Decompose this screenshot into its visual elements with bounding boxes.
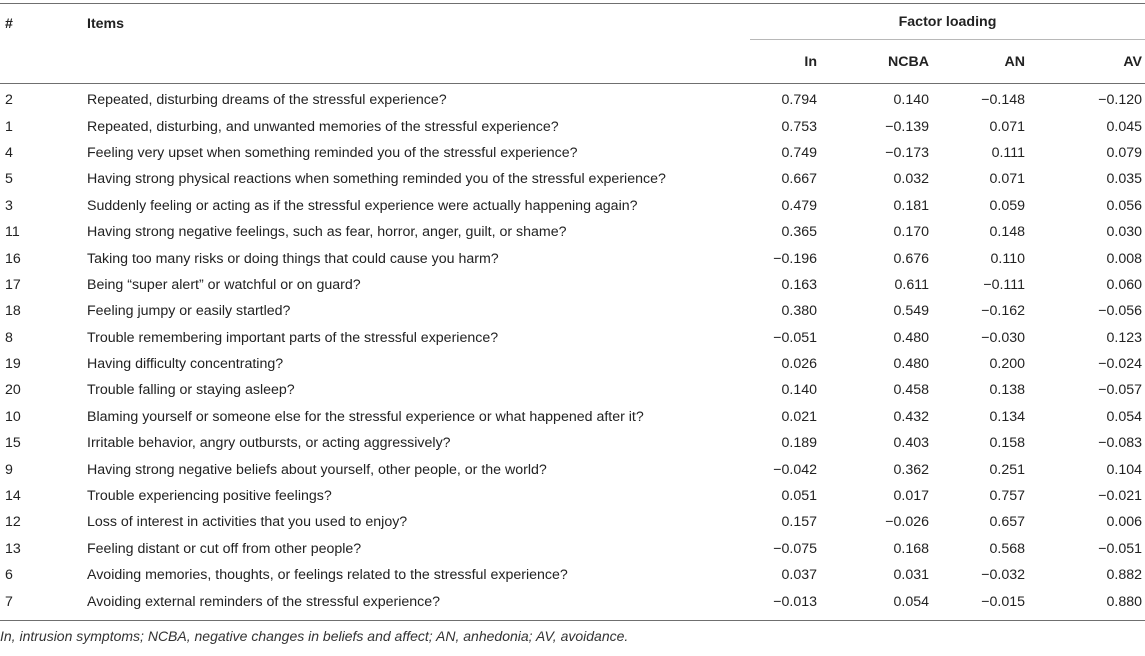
row-value-ncba: −0.173 — [885, 144, 929, 161]
table-row — [0, 562, 1145, 588]
row-value-ncba: 0.168 — [893, 540, 929, 557]
row-value-in: 0.021 — [781, 408, 817, 425]
row-value-av: 0.880 — [1106, 593, 1142, 610]
row-value-av: −0.056 — [1098, 303, 1142, 320]
row-item-text: Feeling jumpy or easily startled? — [87, 303, 291, 320]
table-row — [0, 404, 1145, 430]
row-value-av: −0.120 — [1098, 92, 1142, 109]
table-row — [0, 588, 1145, 620]
row-value-in: 0.753 — [781, 118, 817, 135]
row-value-in: 0.157 — [781, 514, 817, 531]
row-value-an: 0.757 — [989, 488, 1025, 505]
row-value-in: −0.051 — [773, 329, 817, 346]
row-value-ncba: 0.032 — [893, 171, 929, 188]
row-value-ncba: 0.362 — [893, 461, 929, 478]
table-row — [0, 456, 1145, 482]
row-number: 6 — [5, 567, 13, 584]
row-value-an: 0.059 — [989, 197, 1025, 214]
row-value-an: 0.134 — [989, 408, 1025, 425]
table-row — [0, 430, 1145, 456]
row-value-ncba: 0.403 — [893, 435, 929, 452]
row-value-ncba: 0.432 — [893, 408, 929, 425]
row-item-text: Feeling distant or cut off from other people? — [87, 540, 362, 557]
row-value-av: 0.882 — [1106, 567, 1142, 584]
table-row — [0, 483, 1145, 509]
header-factor-loading: Factor loading — [750, 4, 1145, 40]
row-value-av: 0.054 — [1106, 408, 1142, 425]
row-item-text: Trouble experiencing positive feelings? — [87, 488, 332, 505]
row-value-in: 0.037 — [781, 567, 817, 584]
row-value-av: 0.006 — [1106, 514, 1142, 531]
row-value-in: 0.140 — [781, 382, 817, 399]
row-number: 11 — [5, 224, 20, 241]
table-row — [0, 298, 1145, 324]
row-number: 12 — [5, 514, 21, 531]
row-value-av: −0.051 — [1098, 540, 1142, 557]
factor-loading-table — [0, 3, 1145, 621]
row-item-text: Having difficulty concentrating? — [87, 356, 284, 373]
row-value-ncba: −0.026 — [885, 514, 929, 531]
row-value-an: −0.162 — [981, 303, 1025, 320]
row-value-in: −0.042 — [773, 461, 817, 478]
row-value-ncba: 0.031 — [893, 567, 929, 584]
header-col-an: AN — [1004, 53, 1025, 70]
row-value-ncba: 0.458 — [893, 382, 929, 399]
row-value-av: 0.030 — [1106, 224, 1142, 241]
row-number: 16 — [5, 250, 21, 267]
row-value-in: 0.051 — [781, 488, 817, 505]
row-item-text: Feeling very upset when something reminded you of the stressful experience? — [87, 144, 578, 161]
table-body — [0, 84, 1145, 621]
row-number: 4 — [5, 144, 13, 161]
table-row — [0, 219, 1145, 245]
table-row — [0, 84, 1145, 114]
row-item-text: Trouble remembering important parts of the stressful experience? — [87, 329, 499, 346]
table-row — [0, 113, 1145, 139]
row-value-an: 0.071 — [989, 171, 1025, 188]
table-row — [0, 351, 1145, 377]
table-footnote: In, intrusion symptoms; NCBA, negative changes in beliefs and affect; AN, anhedonia; AV, avoidance. — [0, 628, 629, 644]
row-item-text: Avoiding external reminders of the stressful experience? — [87, 593, 441, 610]
row-number: 9 — [5, 461, 13, 478]
table-row — [0, 377, 1145, 403]
row-value-av: 0.123 — [1106, 329, 1142, 346]
row-number: 13 — [5, 540, 21, 557]
row-value-ncba: 0.611 — [894, 276, 929, 293]
table-row — [0, 536, 1145, 562]
row-value-av: 0.008 — [1106, 250, 1142, 267]
row-value-av: 0.035 — [1106, 171, 1142, 188]
table-row — [0, 325, 1145, 351]
row-number: 7 — [5, 593, 13, 610]
row-value-an: 0.657 — [989, 514, 1025, 531]
row-item-text: Having strong negative feelings, such as fear, horror, anger, guilt, or shame? — [87, 224, 567, 241]
row-value-an: 0.110 — [990, 250, 1025, 267]
row-value-ncba: 0.480 — [893, 329, 929, 346]
header-row-1 — [0, 4, 1145, 40]
table-row — [0, 140, 1145, 166]
row-number: 17 — [5, 276, 21, 293]
row-value-an: 0.148 — [989, 224, 1025, 241]
row-value-av: −0.083 — [1098, 435, 1142, 452]
row-item-text: Taking too many risks or doing things that could cause you harm? — [87, 250, 499, 267]
row-value-ncba: 0.549 — [893, 303, 929, 320]
row-value-av: 0.056 — [1106, 197, 1142, 214]
row-number: 15 — [5, 435, 21, 452]
row-value-in: 0.026 — [781, 356, 817, 373]
row-item-text: Repeated, disturbing dreams of the stressful experience? — [87, 92, 447, 109]
row-value-av: 0.079 — [1106, 144, 1142, 161]
table-row — [0, 193, 1145, 219]
row-item-text: Blaming yourself or someone else for the stressful experience or what happened after it? — [87, 408, 644, 425]
row-value-in: 0.479 — [781, 197, 817, 214]
row-number: 3 — [5, 197, 13, 214]
row-value-in: 0.794 — [781, 92, 817, 109]
row-value-in: 0.380 — [781, 303, 817, 320]
row-number: 19 — [5, 356, 21, 373]
row-number: 14 — [5, 488, 21, 505]
row-item-text: Irritable behavior, angry outbursts, or acting aggressively? — [87, 435, 451, 452]
row-item-text: Having strong negative beliefs about yourself, other people, or the world? — [87, 461, 547, 478]
row-value-an: −0.015 — [981, 593, 1025, 610]
row-value-an: 0.111 — [991, 144, 1025, 161]
row-value-in: 0.365 — [781, 224, 817, 241]
row-value-av: 0.060 — [1106, 276, 1142, 293]
row-value-ncba: 0.140 — [893, 92, 929, 109]
row-value-ncba: 0.480 — [893, 356, 929, 373]
row-value-an: 0.071 — [989, 118, 1025, 135]
row-number: 20 — [5, 382, 21, 399]
row-value-in: 0.667 — [781, 171, 817, 188]
header-col-in: In — [804, 53, 817, 70]
row-value-an: 0.200 — [989, 356, 1025, 373]
row-value-in: −0.075 — [773, 540, 817, 557]
row-value-an: 0.138 — [989, 382, 1025, 399]
row-value-ncba: 0.054 — [893, 593, 929, 610]
row-value-in: −0.196 — [773, 250, 817, 267]
row-value-ncba: 0.170 — [893, 224, 929, 241]
row-value-an: 0.568 — [989, 540, 1025, 557]
row-number: 8 — [5, 329, 13, 346]
row-value-in: −0.013 — [773, 593, 817, 610]
row-item-text: Having strong physical reactions when something reminded you of the stressful experience? — [87, 171, 666, 188]
row-number: 2 — [5, 92, 13, 109]
row-item-text: Repeated, disturbing, and unwanted memories of the stressful experience? — [87, 118, 559, 135]
row-item-text: Trouble falling or staying asleep? — [87, 382, 295, 399]
table-row — [0, 166, 1145, 192]
table-row — [0, 272, 1145, 298]
row-value-an: −0.030 — [981, 329, 1025, 346]
row-value-av: −0.024 — [1098, 356, 1142, 373]
header-col-av: AV — [1123, 53, 1142, 70]
row-value-in: 0.189 — [781, 435, 817, 452]
row-number: 18 — [5, 303, 21, 320]
row-value-ncba: 0.181 — [893, 197, 929, 214]
row-value-ncba: 0.017 — [893, 488, 929, 505]
row-value-an: −0.148 — [981, 92, 1025, 109]
row-number: 1 — [5, 118, 13, 135]
row-value-ncba: −0.139 — [885, 118, 929, 135]
table-row — [0, 245, 1145, 271]
row-value-av: −0.057 — [1098, 382, 1142, 399]
row-item-text: Being “super alert” or watchful or on guard? — [87, 276, 361, 293]
header-items: Items — [87, 16, 125, 32]
row-value-an: −0.111 — [983, 276, 1025, 293]
row-value-an: 0.158 — [989, 435, 1025, 452]
header-col-ncba: NCBA — [888, 53, 929, 70]
row-value-in: 0.163 — [781, 276, 817, 293]
row-value-av: 0.104 — [1106, 461, 1142, 478]
row-value-in: 0.749 — [781, 144, 817, 161]
row-item-text: Avoiding memories, thoughts, or feelings related to the stressful experience? — [87, 567, 568, 584]
row-item-text: Loss of interest in activities that you used to enjoy? — [87, 514, 408, 531]
row-number: 10 — [5, 408, 21, 425]
header-num: # — [5, 16, 13, 32]
row-item-text: Suddenly feeling or acting as if the stressful experience were actually happening again? — [87, 197, 638, 214]
row-value-av: −0.021 — [1098, 488, 1142, 505]
row-value-av: 0.045 — [1106, 118, 1142, 135]
row-value-an: −0.032 — [981, 567, 1025, 584]
row-number: 5 — [5, 171, 13, 188]
table-row — [0, 509, 1145, 535]
row-value-an: 0.251 — [989, 461, 1025, 478]
row-value-ncba: 0.676 — [893, 250, 929, 267]
